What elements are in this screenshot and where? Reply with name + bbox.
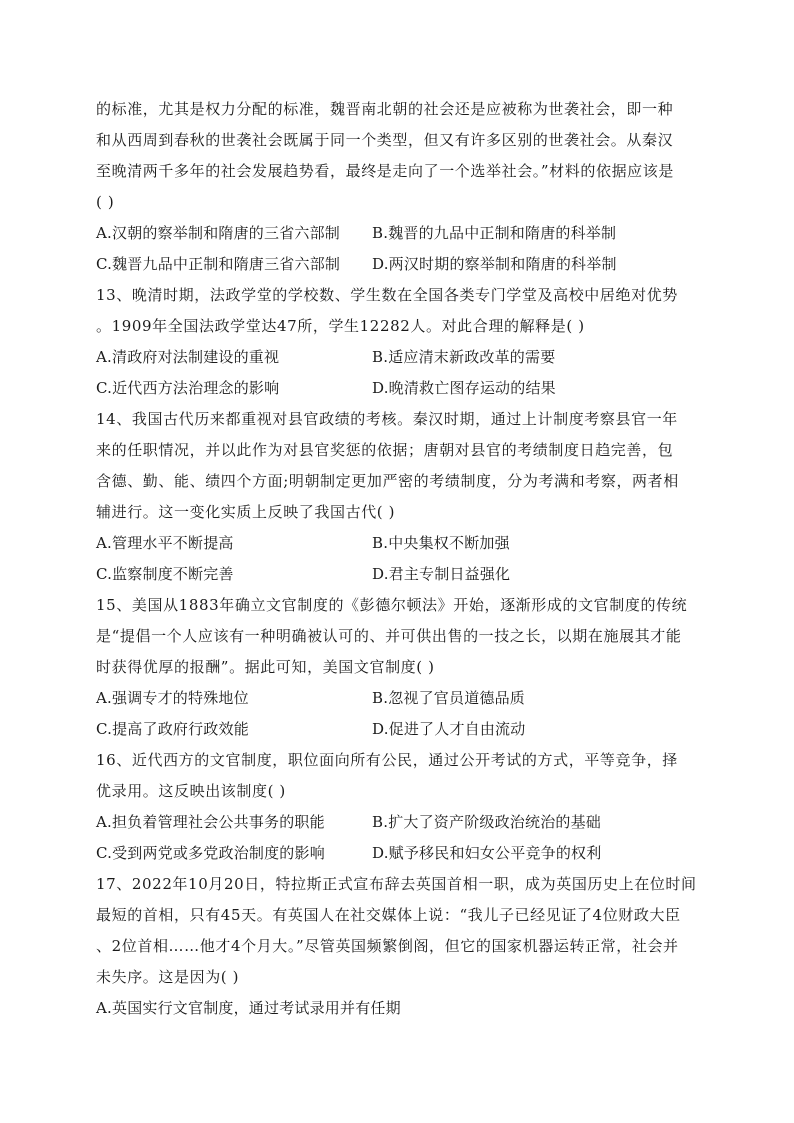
option-a: A.强调专才的特殊地位	[96, 689, 249, 707]
question-14	[96, 404, 698, 590]
question-text-line: ( )	[96, 193, 115, 211]
option-c: C.监察制度不断完善	[96, 565, 234, 583]
option-row	[96, 559, 698, 590]
option-a: A.担负着管理社会公共事务的职能	[96, 813, 325, 831]
option-c: C.提高了政府行政效能	[96, 720, 249, 738]
question-13	[96, 280, 698, 404]
option-d: D.晚清救亡图存运动的结果	[372, 379, 556, 397]
option-c: C.魏晋九品中正制和隋唐三省六部制	[96, 255, 341, 273]
option-row	[96, 528, 698, 559]
question-text-line: 、2位首相……他才4个月大。”尽管英国频繁倒阁，但它的国家机器运转正常，社会并	[96, 937, 679, 955]
question-text-line: 17、2022年10月20日，特拉斯正式宣布辞去英国首相一职，成为英国历史上在位时间	[96, 875, 697, 893]
option-d: D.赋予移民和妇女公平竞争的权利	[372, 844, 602, 862]
question-15	[96, 590, 698, 745]
option-a: A.管理水平不断提高	[96, 534, 234, 552]
option-d: D.促进了人才自由流动	[372, 720, 526, 738]
question-12	[96, 94, 698, 280]
question-text-line: 优录用。这反映出该制度( )	[96, 782, 286, 800]
question-text-line: 时获得优厚的报酬”。据此可知，美国文官制度( )	[96, 658, 435, 676]
option-row	[96, 683, 698, 714]
option-row	[96, 807, 698, 838]
question-text-line: 15、美国从1883年确立文官制度的《彭德尔顿法》开始，逐渐形成的文官制度的传统	[96, 596, 688, 614]
option-row	[96, 714, 698, 745]
question-text-line: 最短的首相，只有45天。有英国人在社交媒体上说：“我儿子已经见证了4位财政大臣	[96, 906, 681, 924]
question-17	[96, 869, 698, 1024]
option-d: D.君主专制日益强化	[372, 565, 511, 583]
option-b: B.适应清末新政改革的需要	[372, 348, 556, 366]
question-text-line: 。1909年全国法政学堂达47所，学生12282人。对此合理的解释是( )	[96, 317, 585, 335]
exam-page	[96, 94, 698, 1024]
question-text-line: 含德、勤、能、绩四个方面;明朝制定更加严密的考绩制度，分为考满和考察，两者相	[96, 472, 679, 490]
option-b: B.魏晋的九品中正制和隋唐的科举制	[372, 224, 617, 242]
option-a: A.汉朝的察举制和隋唐的三省六部制	[96, 224, 341, 242]
option-row	[96, 838, 698, 869]
option-a: A.清政府对法制建设的重视	[96, 348, 280, 366]
option-row	[96, 373, 698, 404]
question-text-line: 14、我国古代历来都重视对县官政绩的考核。秦汉时期，通过上计制度考察县官一年	[96, 410, 678, 428]
question-text-line: 来的任职情况，并以此作为对县官奖惩的依据；唐朝对县官的考绩制度日趋完善，包	[96, 441, 674, 459]
option-b: B.中央集权不断加强	[372, 534, 510, 552]
option-row	[96, 993, 698, 1024]
question-text-line: 未失序。这是因为( )	[96, 968, 240, 986]
question-text-line: 13、晚清时期，法政学堂的学校数、学生数在全国各类专门学堂及高校中居绝对优势	[96, 286, 678, 304]
question-text-line: 是“提倡一个人应该有一种明确被认可的、并可供出售的一技之长，以期在施展其才能	[96, 627, 682, 645]
question-text-line: 至晚清两千多年的社会发展趋势看，最终是走向了一个选举社会。”材料的依据应该是	[96, 162, 674, 180]
option-d: D.两汉时期的察举制和隋唐的科举制	[372, 255, 617, 273]
option-c: C.受到两党或多党政治制度的影响	[96, 844, 325, 862]
option-c: C.近代西方法治理念的影响	[96, 379, 280, 397]
option-row	[96, 249, 698, 280]
question-16	[96, 745, 698, 869]
option-row	[96, 342, 698, 373]
option-row	[96, 218, 698, 249]
question-text-line: 的标准，尤其是权力分配的标准，魏晋南北朝的社会还是应被称为世袭社会，即一种	[96, 100, 674, 118]
question-text-line: 和从西周到春秋的世袭社会既属于同一个类型，但又有许多区别的世袭社会。从秦汉	[96, 131, 674, 149]
question-text-line: 16、近代西方的文官制度，职位面向所有公民，通过公开考试的方式，平等竞争，择	[96, 751, 678, 769]
option-b: B.扩大了资产阶级政治统治的基础	[372, 813, 601, 831]
option-a: A.英国实行文官制度，通过考试录用并有任期	[96, 999, 401, 1017]
option-b: B.忽视了官员道德品质	[372, 689, 525, 707]
question-text-line: 辅进行。这一变化实质上反映了我国古代( )	[96, 503, 396, 521]
